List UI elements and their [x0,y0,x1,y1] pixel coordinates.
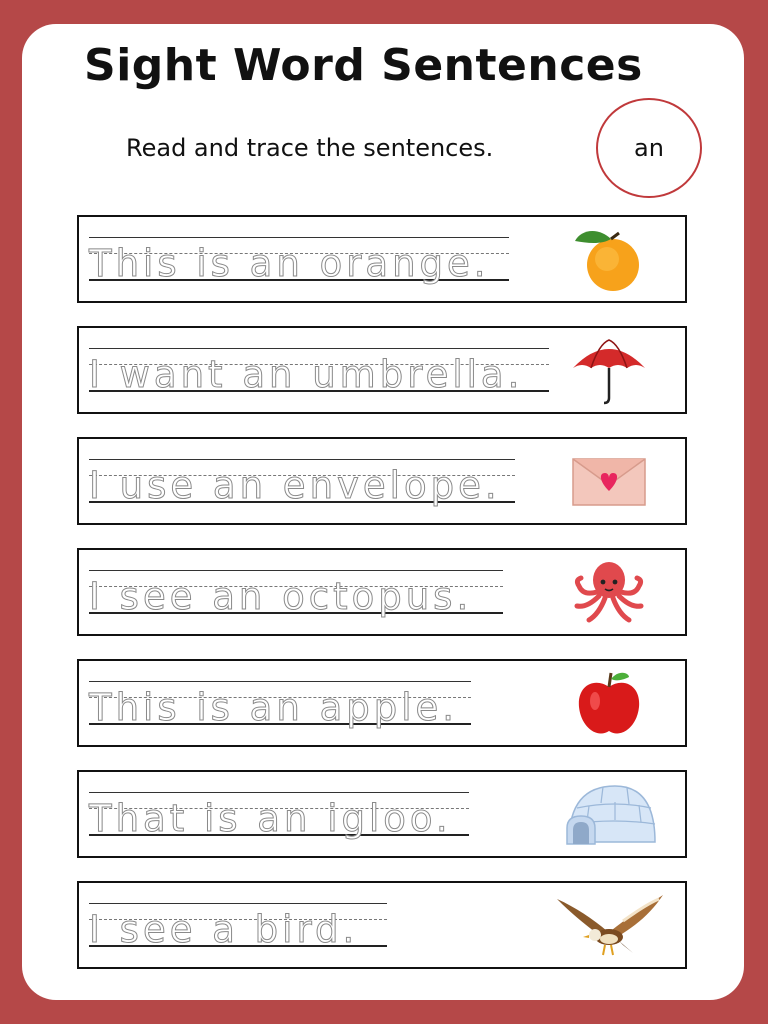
tracing-lines [89,459,515,507]
octopus-icon [569,556,649,628]
instructions: Read and trace the sentences. [126,134,494,162]
tracing-lines [89,570,503,618]
trace-sentence: This is an orange. [89,242,490,285]
sentence-row-2 [77,326,687,414]
igloo-icon [563,778,659,850]
apple-icon [569,667,649,739]
trace-sentence: I see a bird. [89,908,359,951]
sight-word-badge [596,98,702,198]
tracing-lines [89,681,471,729]
orange-icon [569,223,649,295]
bird-icon [553,889,665,961]
sentence-row-3 [77,437,687,525]
sight-word-label: an [634,134,664,162]
sentence-row-4 [77,548,687,636]
trace-sentence: I see an octopus. [89,575,473,618]
umbrella-icon [569,334,649,406]
sentence-row-5 [77,659,687,747]
tracing-lines [89,348,549,396]
tracing-lines [89,792,469,840]
trace-sentence: That is an igloo. [89,797,452,840]
tracing-lines [89,903,387,951]
sentence-row-1 [77,215,687,303]
page-title: Sight Word Sentences [84,40,643,91]
trace-sentence: This is an apple. [89,686,459,729]
trace-sentence: I want an umbrella. [89,353,524,396]
sentence-row-7 [77,881,687,969]
trace-sentence: I use an envelope. [89,464,501,507]
envelope-icon [569,445,649,517]
tracing-lines [89,237,509,285]
sentence-row-6 [77,770,687,858]
worksheet [22,24,744,1000]
